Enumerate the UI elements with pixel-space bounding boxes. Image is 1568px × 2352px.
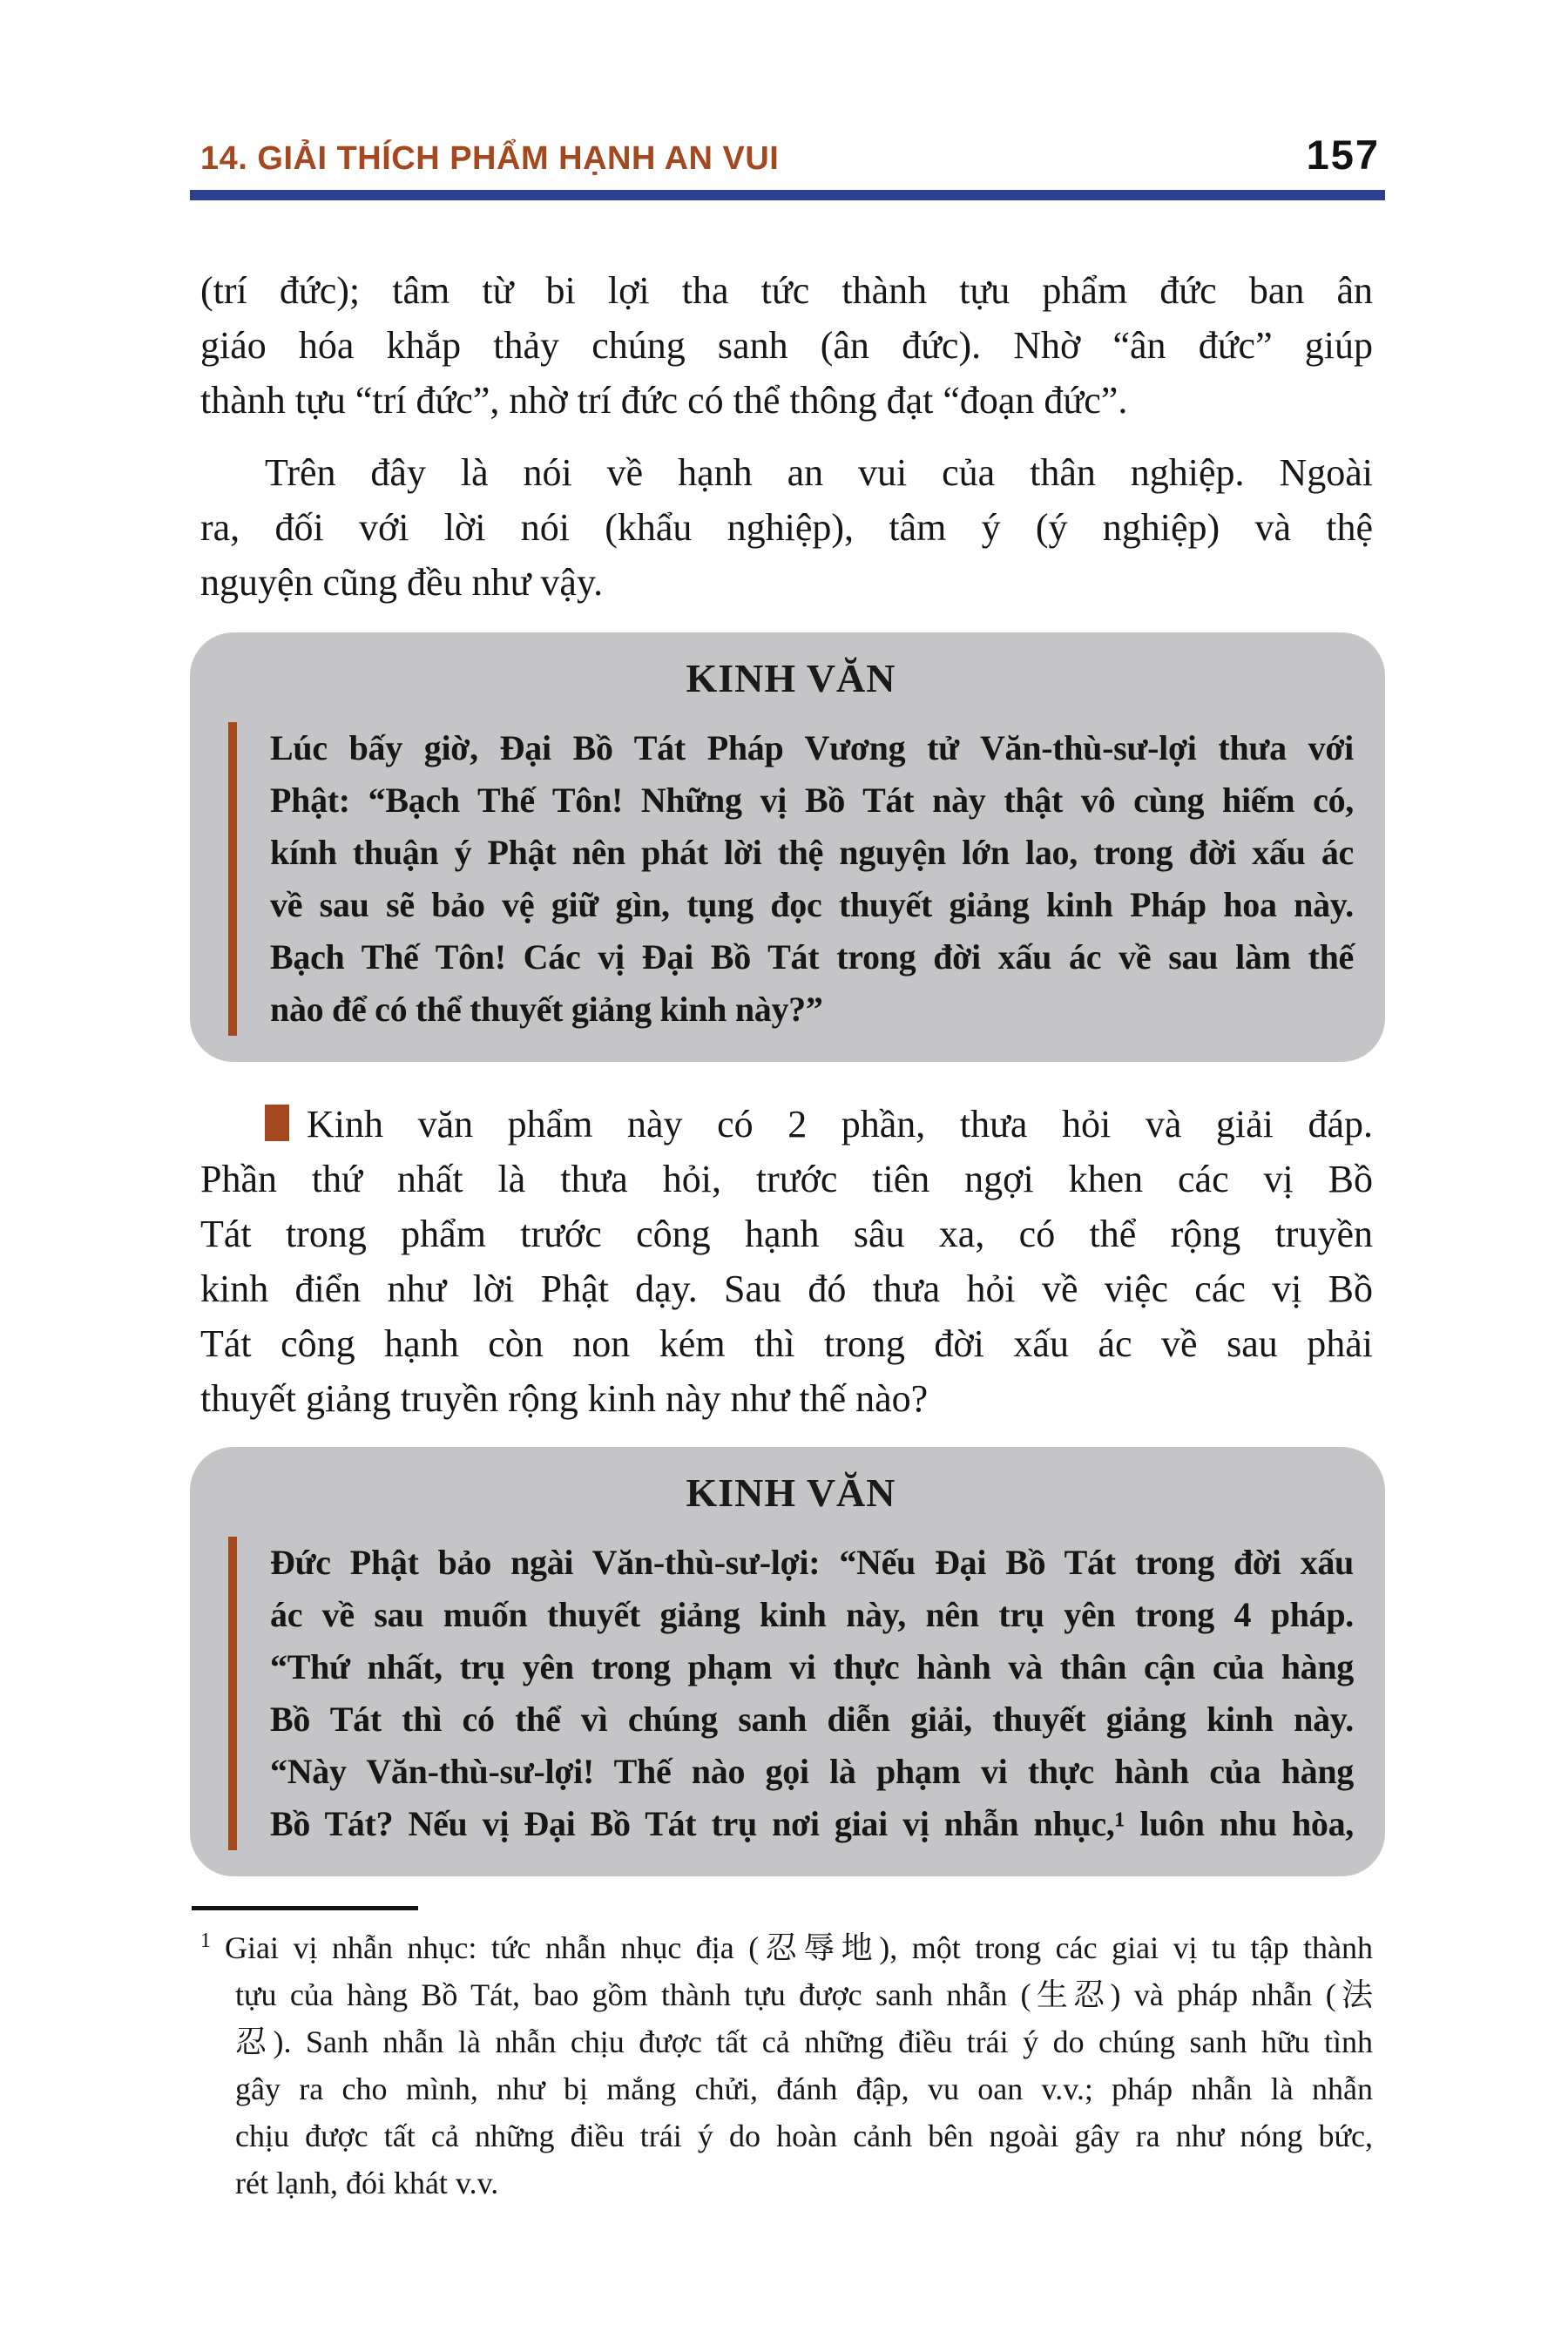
sutra-box-1-title: KINH VĂN [686, 656, 896, 700]
footnote-line: gây ra cho mình, như bị mắng chửi, đánh đập, vu oan v.v.; pháp nhẫn là nhẫn [235, 2072, 1373, 2106]
paragraph-2-line: nguyện cũng đều như vậy. [200, 561, 604, 604]
footnote-line-text: Giai vị nhẫn nhục: tức nhẫn nhục địa (忍辱地), một trong các giai vị tu tập thành [225, 1930, 1373, 1965]
paragraph-2-line: Trên đây là nói về hạnh an vui của thân nghiệp. Ngoài [265, 451, 1373, 494]
commentary-line-text: Kinh văn phẩm này có 2 phần, thưa hỏi và giải đáp. [307, 1103, 1373, 1146]
sutra-line: Bạch Thế Tôn! Các vị Đại Bồ Tát trong đời xấu ác về sau làm thế [270, 937, 1354, 977]
sutra-box-2-text [270, 1537, 1354, 1850]
footnote-line: chịu được tất cả những điều trái ý do hoàn cảnh bên ngoài gây ra như nóng bức, [235, 2119, 1373, 2153]
sutra-line: Phật: “Bạch Thế Tôn! Những vị Bồ Tát này thật vô cùng hiếm có, [270, 781, 1354, 820]
sutra-line: Lúc bấy giờ, Đại Bồ Tát Pháp Vương tử Văn-thù-sư-lợi thưa với [270, 728, 1354, 767]
header-rule [190, 190, 1385, 200]
square-bullet-icon [265, 1105, 289, 1141]
sutra-line: về sau sẽ bảo vệ giữ gìn, tụng đọc thuyết giảng kinh Pháp hoa này. [270, 885, 1354, 924]
sutra-line: Bồ Tát? Nếu vị Đại Bồ Tát trụ nơi giai vị nhẫn nhục,¹ luôn nhu hòa, [270, 1804, 1354, 1843]
commentary-line: thuyết giảng truyền rộng kinh này như thế nào? [200, 1377, 929, 1420]
sutra-box-1-text [270, 722, 1354, 1036]
sutra-box-2-title: KINH VĂN [686, 1470, 896, 1515]
paragraph-2-line: ra, đối với lời nói (khẩu nghiệp), tâm ý (ý nghiệp) và thệ [200, 506, 1373, 549]
page-header [190, 131, 1385, 179]
sutra-box-2-body [228, 1537, 1354, 1850]
commentary-paragraph [200, 1097, 1373, 1426]
commentary-line [200, 1097, 1373, 1152]
commentary-line: Tát công hạnh còn non kém thì trong đời xấu ác về sau phải [200, 1322, 1373, 1365]
footnote-line [200, 1924, 1373, 1971]
paragraph-1 [200, 263, 1373, 428]
sutra-line: Đức Phật bảo ngài Văn-thù-sư-lợi: “Nếu Đại Bồ Tát trong đời xấu [270, 1543, 1354, 1582]
sutra-box-1 [190, 632, 1385, 1062]
paragraph-1-line: thành tựu “trí đức”, nhờ trí đức có thể thông đạt “đoạn đức”. [200, 379, 1128, 422]
footnote-line: tựu của hàng Bồ Tát, bao gồm thành tựu được sanh nhẫn (生忍) và pháp nhẫn (法 [235, 1977, 1373, 2012]
sutra-line: “Thứ nhất, trụ yên trong phạm vi thực hành và thân cận của hàng [270, 1647, 1354, 1686]
footnote-separator [192, 1906, 418, 1910]
paragraph-1-line: (trí đức); tâm từ bi lợi tha tức thành tựu phẩm đức ban ân [200, 269, 1373, 312]
paragraph-1-line: giáo hóa khắp thảy chúng sanh (ân đức). Nhờ “ân đức” giúp [200, 324, 1373, 367]
sutra-box-2 [190, 1447, 1385, 1876]
paragraph-2 [200, 445, 1373, 610]
chapter-title: 14. GIẢI THÍCH PHẨM HẠNH AN VUI [200, 140, 780, 177]
sutra-line: nào để có thể thuyết giảng kinh này?” [270, 990, 823, 1029]
page-number: 157 [1306, 132, 1380, 178]
quote-accent-bar [228, 1537, 237, 1850]
commentary-line: Tát trong phẩm trước công hạnh sâu xa, có thể rộng truyền [200, 1213, 1373, 1255]
sutra-line: “Này Văn-thù-sư-lợi! Thế nào gọi là phạm vi thực hành của hàng [270, 1752, 1354, 1791]
footnote [200, 1924, 1373, 2207]
sutra-line: ác về sau muốn thuyết giảng kinh này, nên trụ yên trong 4 pháp. [270, 1595, 1354, 1634]
footnote-marker: 1 [200, 1930, 211, 1952]
footnote-line: rét lạnh, đói khát v.v. [235, 2166, 499, 2200]
sutra-line: kính thuận ý Phật nên phát lời thệ nguyện lớn lao, trong đời xấu ác [270, 833, 1354, 872]
sutra-line: Bồ Tát thì có thể vì chúng sanh diễn giải, thuyết giảng kinh này. [270, 1700, 1354, 1739]
commentary-line: Phần thứ nhất là thưa hỏi, trước tiên ngợi khen các vị Bồ [200, 1158, 1373, 1200]
quote-accent-bar [228, 722, 237, 1036]
footnote-line: 忍). Sanh nhẫn là nhẫn chịu được tất cả những điều trái ý do chúng sanh hữu tình [235, 2024, 1373, 2059]
sutra-box-1-body [228, 722, 1354, 1036]
commentary-line: kinh điển như lời Phật dạy. Sau đó thưa hỏi về việc các vị Bồ [200, 1267, 1373, 1310]
